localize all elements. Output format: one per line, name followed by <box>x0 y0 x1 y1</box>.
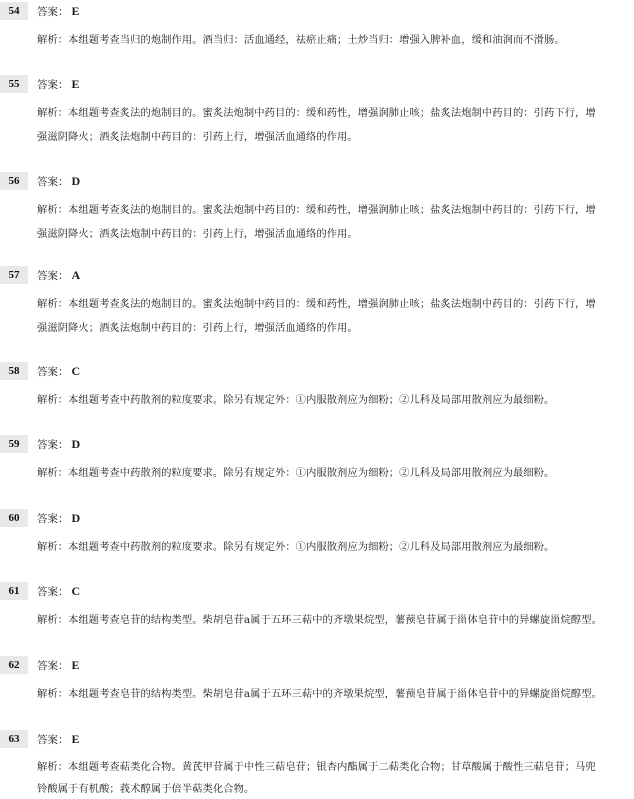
answer-letter: E <box>71 77 80 91</box>
answer-letter: D <box>71 511 81 525</box>
analysis-line: 解析：本组题考查萜类化合物。黄芪甲苷属于中性三萜皂苷；银杏内酯属于二萜类化合物；甘草酸属于酸性三萜皂苷；马兜 <box>37 761 596 773</box>
answer-label <box>37 362 80 381</box>
analysis-line: 解析：本组题考查中药散剂的粒度要求。除另有规定外：①内服散剂应为细粉；②儿科及局部用散剂应为最细粉。 <box>37 467 555 479</box>
answer-prefix: 答案： <box>37 176 69 188</box>
analysis-line: 强滋阴降火；酒炙法炮制中药目的：引药上行，增强活血通络的作用。 <box>37 228 358 240</box>
answer-letter: C <box>71 584 81 598</box>
analysis-text <box>37 28 623 52</box>
answer-row <box>0 362 634 380</box>
analysis-line: 解析：本组题考查中药散剂的粒度要求。除另有规定外：①内服散剂应为细粉；②儿科及局部用散剂应为最细粉。 <box>37 394 555 406</box>
answer-letter: E <box>71 658 80 672</box>
analysis-line: 解析：本组题考查炙法的炮制目的。蜜炙法炮制中药目的：缓和药性，增强润肺止咳；盐炙法炮制中药目的：引药下行，增 <box>37 298 596 310</box>
answer-row <box>0 2 634 20</box>
answer-prefix: 答案： <box>37 79 69 91</box>
answer-prefix: 答案： <box>37 439 69 451</box>
answer-label <box>37 266 80 285</box>
analysis-line: 解析：本组题考查炙法的炮制目的。蜜炙法炮制中药目的：缓和药性，增强润肺止咳；盐炙法炮制中药目的：引药下行，增 <box>37 107 596 119</box>
answer-prefix: 答案： <box>37 366 69 378</box>
answer-label <box>37 582 80 601</box>
question-number: 55 <box>0 75 28 93</box>
question-number: 54 <box>0 2 28 20</box>
analysis-line: 解析：本组题考查当归的炮制作用。酒当归：活血通经，祛瘀止痛；土炒当归：增强入脾补血，缓和油润而不滑肠。 <box>37 34 565 46</box>
answer-label <box>37 172 80 191</box>
analysis-text <box>37 461 623 485</box>
answer-row <box>0 656 634 674</box>
analysis-line: 铃酸属于有机酸；莪术醇属于倍半萜类化合物。 <box>37 783 255 795</box>
answer-letter: A <box>71 268 81 282</box>
analysis-line: 强滋阴降火；酒炙法炮制中药目的：引药上行，增强活血通络的作用。 <box>37 322 358 334</box>
analysis-line: 解析：本组题考查皂苷的结构类型。柴胡皂苷a属于五环三萜中的齐墩果烷型，薯蓣皂苷属于甾体皂苷中的异螺旋甾烷醇型。 <box>37 614 602 626</box>
answer-row <box>0 435 634 453</box>
analysis-text <box>37 682 623 706</box>
answer-label <box>37 730 80 749</box>
question-number: 62 <box>0 656 28 674</box>
answer-prefix: 答案： <box>37 270 69 282</box>
answer-letter: D <box>71 174 81 188</box>
answer-prefix: 答案： <box>37 513 69 525</box>
question-number: 61 <box>0 582 28 600</box>
answer-label <box>37 435 80 454</box>
question-number: 60 <box>0 509 28 527</box>
answer-label <box>37 509 80 528</box>
question-number: 63 <box>0 730 28 748</box>
question-number: 56 <box>0 172 28 190</box>
analysis-line: 解析：本组题考查炙法的炮制目的。蜜炙法炮制中药目的：缓和药性，增强润肺止咳；盐炙法炮制中药目的：引药下行，增 <box>37 204 596 216</box>
answer-letter: D <box>71 437 81 451</box>
analysis-line: 解析：本组题考查中药散剂的粒度要求。除另有规定外：①内服散剂应为细粉；②儿科及局部用散剂应为最细粉。 <box>37 541 555 553</box>
answer-letter: E <box>71 732 80 746</box>
answer-row <box>0 730 634 748</box>
answer-letter: C <box>71 364 81 378</box>
question-number: 59 <box>0 435 28 453</box>
analysis-text <box>37 608 623 632</box>
answer-prefix: 答案： <box>37 660 69 672</box>
analysis-text <box>37 198 623 246</box>
answer-letter: E <box>71 4 80 18</box>
analysis-text <box>37 535 623 559</box>
question-number: 58 <box>0 362 28 380</box>
answer-prefix: 答案： <box>37 586 69 598</box>
analysis-text <box>37 388 623 412</box>
answer-prefix: 答案： <box>37 734 69 746</box>
analysis-text <box>37 101 623 149</box>
answer-label <box>37 75 80 94</box>
analysis-line: 强滋阴降火；酒炙法炮制中药目的：引药上行，增强活血通络的作用。 <box>37 131 358 143</box>
answer-row <box>0 509 634 527</box>
answer-row <box>0 266 634 284</box>
answer-row <box>0 75 634 93</box>
answer-prefix: 答案： <box>37 6 69 18</box>
question-number: 57 <box>0 266 28 284</box>
answer-label <box>37 656 80 675</box>
answer-row <box>0 582 634 600</box>
analysis-text <box>37 755 623 799</box>
answer-label <box>37 2 80 21</box>
answer-row <box>0 172 634 190</box>
analysis-line: 解析：本组题考查皂苷的结构类型。柴胡皂苷a属于五环三萜中的齐墩果烷型，薯蓣皂苷属于甾体皂苷中的异螺旋甾烷醇型。 <box>37 688 602 700</box>
analysis-text <box>37 292 623 340</box>
